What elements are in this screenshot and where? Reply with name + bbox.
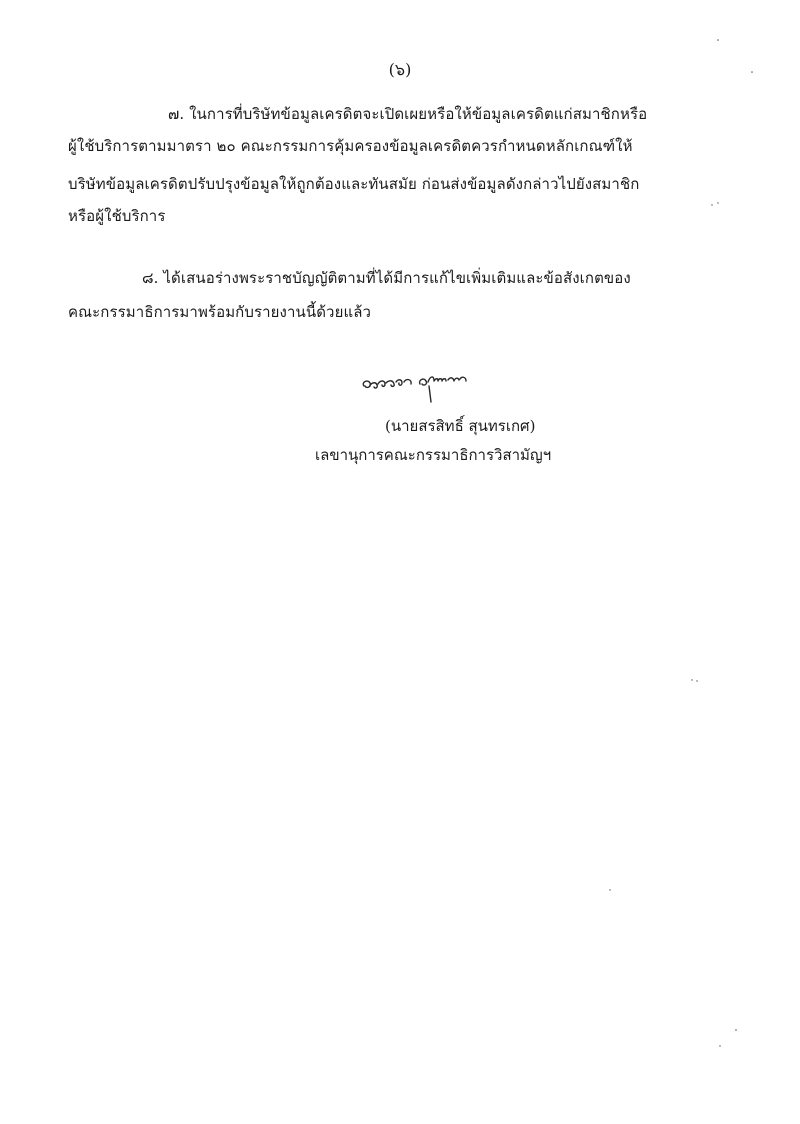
section-7-line-2: ผู้ใช้บริการตามมาตรา ๒๐ คณะกรรมการคุ้มครองข้อมูลเครดิตควรกำหนดหลักเกณฑ์ให้ bbox=[68, 137, 633, 155]
handwritten-signature bbox=[352, 364, 552, 414]
signatory-name: (นายสรสิทธิ์ สุนทรเกศ) bbox=[385, 417, 536, 435]
section-8-line-2: คณะกรรมาธิการมาพร้อมกับรายงานนี้ด้วยแล้ว bbox=[68, 303, 372, 321]
section-7-line-1: ๗. ในการที่บริษัทข้อมูลเครดิตจะเปิดเผยหรือให้ข้อมูลเครดิตแก่สมาชิกหรือ bbox=[168, 105, 648, 123]
section-8-line-1: ๘. ได้เสนอร่างพระราชบัญญัติตามที่ได้มีการแก้ไขเพิ่มเติมและข้อสังเกตของ bbox=[142, 269, 631, 287]
section-7-line-3: บริษัทข้อมูลเครดิตปรับปรุงข้อมูลให้ถูกต้องและทันสมัย ก่อนส่งข้อมูลดังกล่าวไปยังสมาชิก bbox=[68, 175, 640, 193]
signatory-title: เลขานุการคณะกรรมาธิการวิสามัญฯ bbox=[315, 446, 552, 464]
section-7-line-4: หรือผู้ใช้บริการ bbox=[68, 207, 166, 225]
page-number: (๖) bbox=[388, 60, 412, 79]
